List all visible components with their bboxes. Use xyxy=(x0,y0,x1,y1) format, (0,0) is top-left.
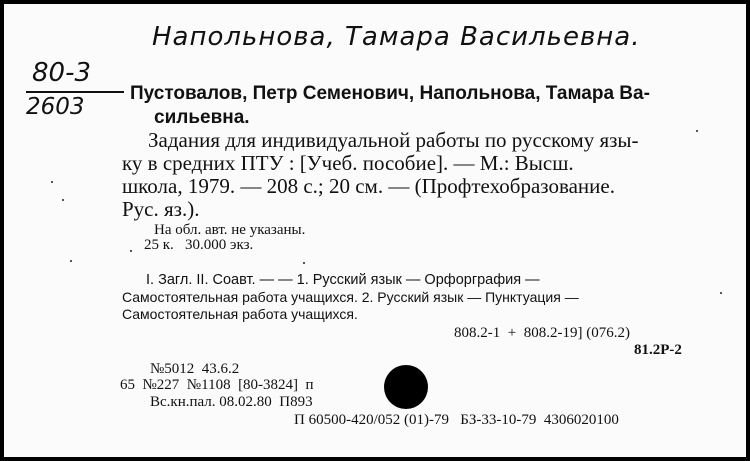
title-line-1: Задания для индивидуальной работы по русскому язы- xyxy=(148,128,639,152)
class-code: 81.2Р-2 xyxy=(634,342,682,358)
note-line-2: 25 к. 30.000 экз. xyxy=(144,237,254,253)
title-line-3: школа, 1979. — 208 с.; 20 см. — (Профтехобразование. xyxy=(122,174,615,198)
subject-line-1: I. Загл. II. Соавт. — — 1. Русский язык — Орфорграфия — xyxy=(146,272,540,288)
handwritten-code-top: 80-3 xyxy=(32,58,92,88)
subject-line-2: Самостоятельная работа учащихся. 2. Русский язык — Пунктуация — xyxy=(122,289,579,305)
footer-line-1: №5012 43.6.2 xyxy=(150,361,240,377)
footer-line-3: Вс.кн.пал. 08.02.80 П893 xyxy=(150,394,313,410)
authors-line-2: сильевна. xyxy=(154,107,250,128)
scan-speck xyxy=(696,130,698,132)
scan-speck xyxy=(70,260,72,262)
scan-speck xyxy=(303,262,305,264)
scan-speck xyxy=(130,250,132,252)
note-line-1: На обл. авт. не указаны. xyxy=(154,222,306,238)
punched-hole xyxy=(384,365,428,409)
scan-speck xyxy=(62,199,64,201)
title-line-2: ку в средних ПТУ : [Учеб. пособие]. — М.: Высш. xyxy=(122,151,574,175)
footer-line-2: 65 №227 №1108 [80-3824] п xyxy=(120,377,314,393)
footer-line-4: П 60500-420/052 (01)-79 БЗ-33-10-79 4306020100 xyxy=(294,412,619,428)
scan-speck xyxy=(720,292,722,294)
handwritten-fraction-line xyxy=(26,91,124,93)
classification-index: 808.2-1 + 808.2-19] (076.2) xyxy=(454,325,630,341)
scan-speck xyxy=(51,181,53,183)
subject-line-3: Самостоятельная работа учащихся. xyxy=(122,306,358,322)
handwritten-author-name: Напольнова, Тамара Васильевна. xyxy=(152,22,641,52)
catalog-card xyxy=(4,4,746,457)
handwritten-code-bottom: 2603 xyxy=(26,94,85,120)
authors-line-1: Пустовалов, Петр Семенович, Напольнова, Тамара Ва- xyxy=(130,83,650,104)
title-line-4: Рус. яз.). xyxy=(122,197,200,221)
